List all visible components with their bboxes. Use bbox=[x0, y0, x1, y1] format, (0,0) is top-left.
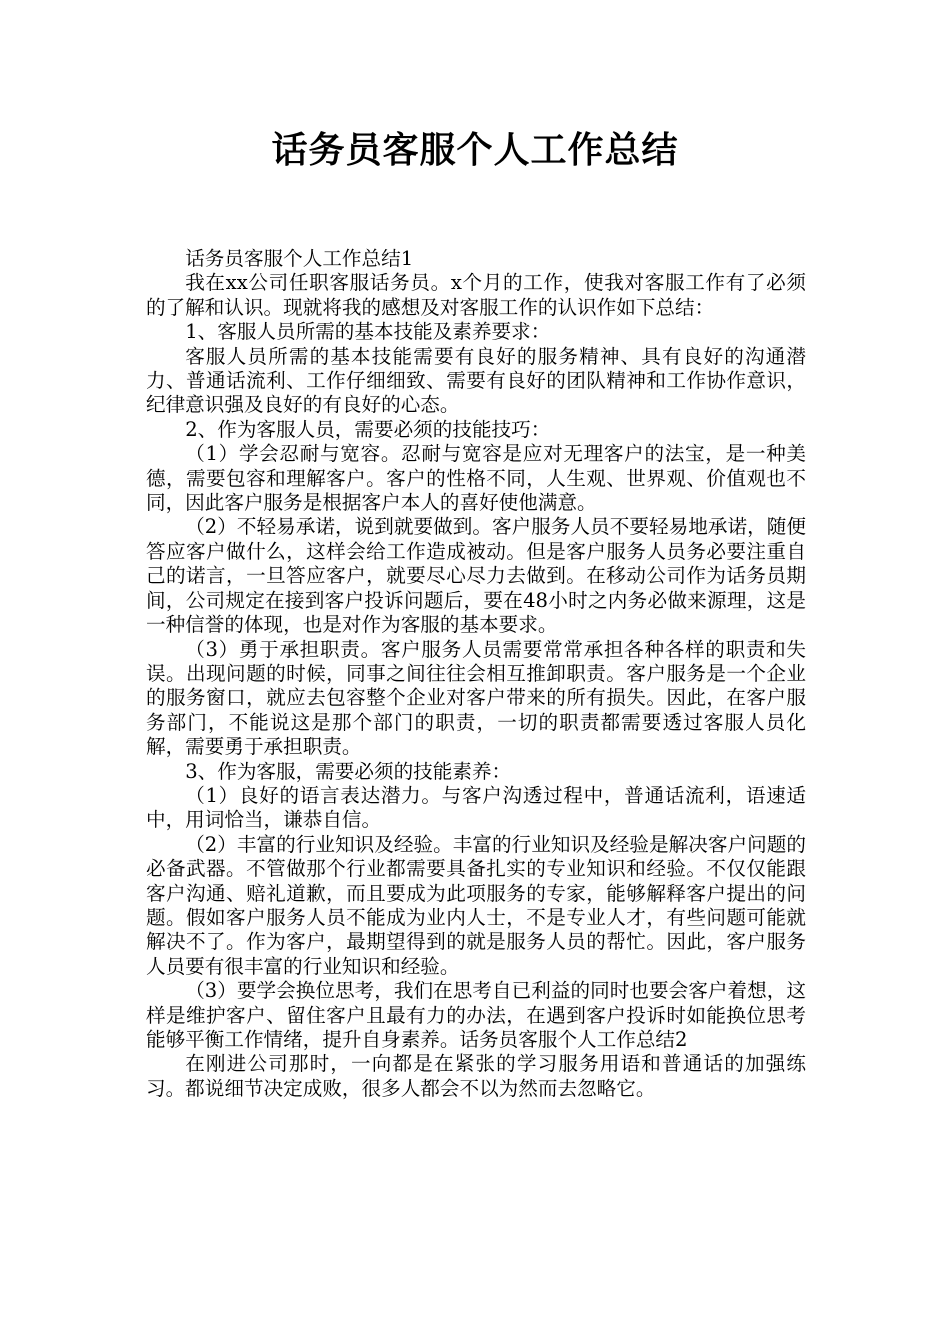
paragraph-responsibility: （3）勇于承担职责。客户服务人员需要常常承担各种各样的职责和失误。出现问题的时候，同事之间往往会相互推卸职责。客户服务是一个企业的服务窗口，就应去包容整个企业对客户带来的所有损失。因此，在客户服务部门，不能说这是那个部门的职责，一切的职责都需要透过客服人员化解，需要勇于承担职责。 bbox=[146, 637, 806, 759]
paragraph-basic-skills: 客服人员所需的基本技能需要有良好的服务精神、具有良好的沟通潜力、普通话流利、工作仔细细致、需要有良好的团队精神和工作协作意识，纪律意识强及良好的有良好的心态。 bbox=[146, 344, 806, 417]
paragraph-promises: （2）不轻易承诺，说到就要做到。客户服务人员不要轻易地承诺，随便答应客户做什么，这样会给工作造成被动。但是客户服务人员务必要注重自己的诺言，一旦答应客户，就要尽心尽力去做到。在移动公司作为话务员期间，公司规定在接到客户投诉问题后，要在48小时之内务必做来源理，这是一种信誉的体现，也是对作为客服的基本要求。 bbox=[146, 515, 806, 637]
paragraph-heading-basic-skills: 1、客服人员所需的基本技能及素养要求： bbox=[185, 320, 551, 344]
paragraph-patience: （1）学会忍耐与宽容。忍耐与宽容是应对无理客户的法宝，是一种美德，需要包容和理解客户。客户的性格不同，人生观、世界观、价值观也不同，因此客户服务是根据客户本人的喜好使他满意。 bbox=[146, 442, 806, 515]
document-body bbox=[146, 247, 806, 1101]
paragraph-language: （1）良好的语言表达潜力。与客户沟透过程中，普通话流利，语速适中，用词恰当，谦恭自信。 bbox=[146, 783, 806, 832]
paragraph-empathy: （3）要学会换位思考，我们在思考自已利益的同时也要会客户着想，这样是维护客户、留住客户且最有力的办法，在遇到客户投诉时如能换位思考能够平衡工作情绪，提升自身素养。话务员客服个人工作总结2 bbox=[146, 979, 806, 1051]
paragraph-heading-qualities: 3、作为客服，需要必须的技能素养： bbox=[185, 759, 512, 783]
paragraph-section-heading-1: 话务员客服个人工作总结1 bbox=[185, 247, 414, 270]
paragraph-heading-techniques: 2、作为客服人员，需要必须的技能技巧： bbox=[185, 417, 551, 441]
document-title: 话务员客服个人工作总结 bbox=[271, 130, 679, 171]
paragraph-section-2-start: 在刚进公司那时，一向都是在紧张的学习服务用语和普通话的加强练习。都说细节决定成败，很多人都会不以为然而去忽略它。 bbox=[146, 1052, 806, 1100]
paragraph-intro: 我在xx公司任职客服话务员。x个月的工作，使我对客服工作有了必须的了解和认识。现就将我的感想及对客服工作的认识作如下总结： bbox=[146, 271, 806, 319]
paragraph-knowledge: （2）丰富的行业知识及经验。丰富的行业知识及经验是解决客户问题的必备武器。不管做那个行业都需要具备扎实的专业知识和经验。不仅仅能跟客户沟通、赔礼道歉，而且要成为此项服务的专家，能够解释客户提出的问题。假如客户服务人员不能成为业内人士，不是专业人才，有些问题可能就解决不了。作为客户，最期望得到的就是服务人员的帮忙。因此，客户服务人员要有很丰富的行业知识和经验。 bbox=[146, 832, 806, 978]
